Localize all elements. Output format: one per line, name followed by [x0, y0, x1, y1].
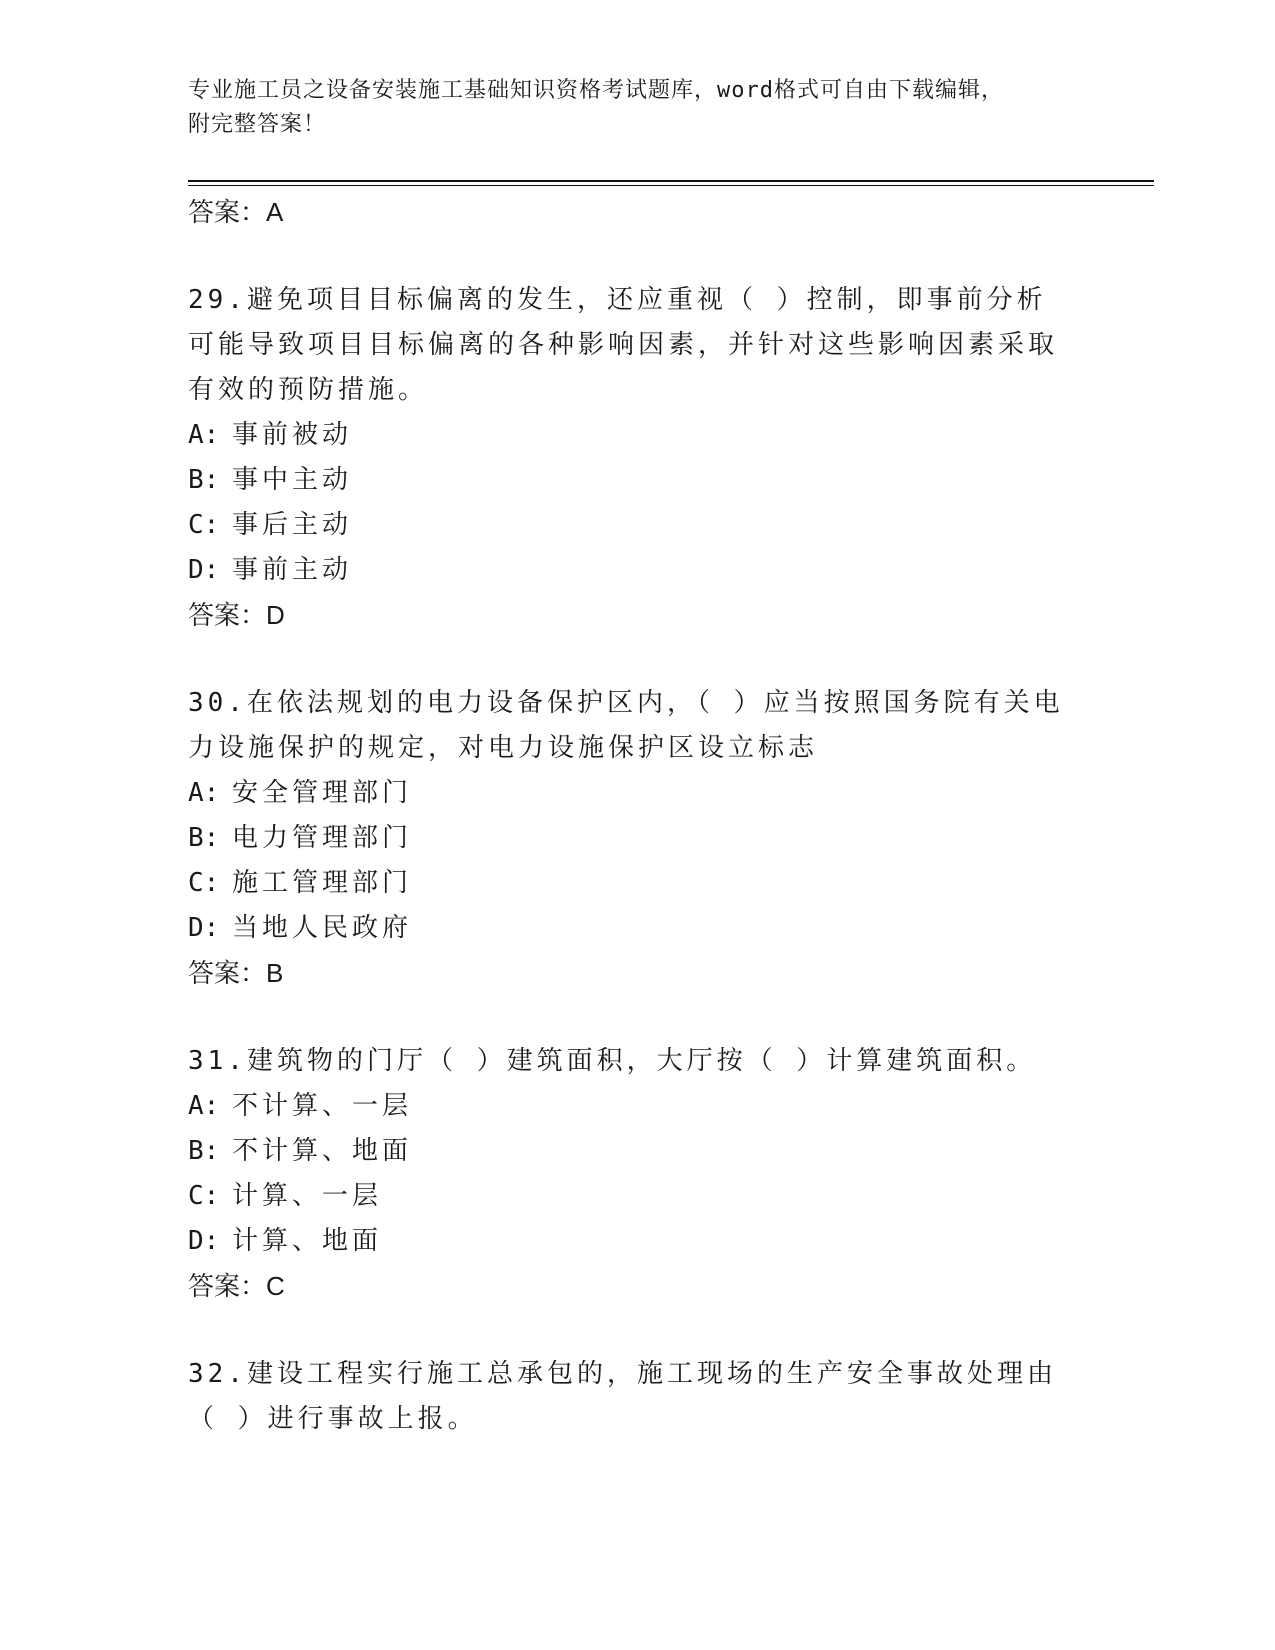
option-letter: B: [188, 823, 220, 853]
answer-line: 答案：A [188, 197, 284, 227]
option-text: 事前被动 [232, 420, 353, 450]
option-b [188, 458, 1068, 503]
question-31 [188, 1039, 1068, 1308]
question-list [188, 190, 1068, 1442]
option-text: 电力管理部门 [232, 823, 413, 853]
question-29 [188, 278, 1068, 637]
option-text: 当地人民政府 [232, 913, 413, 943]
option-letter: A: [188, 1091, 220, 1121]
question-stem: 29.避免项目目标偏离的发生，还应重视（ ）控制，即事前分析可能导致项目目标偏离的各种影响因素，并针对这些影响因素采取有效的预防措施。 [188, 285, 1059, 405]
option-text: 不计算、地面 [232, 1136, 413, 1166]
option-letter: A: [188, 778, 220, 808]
document-header [188, 74, 1088, 142]
option-text: 事中主动 [232, 465, 353, 495]
option-text: 计算、一层 [232, 1181, 383, 1211]
option-letter: B: [188, 1136, 220, 1166]
option-a [188, 413, 1068, 458]
header-line-1: 专业施工员之设备安装施工基础知识资格考试题库，word格式可自由下载编辑， [188, 78, 1004, 103]
option-d [188, 548, 1068, 593]
question-stem: 32.建设工程实行施工总承包的，施工现场的生产安全事故处理由（ ）进行事故上报。 [188, 1359, 1057, 1434]
option-text: 不计算、一层 [232, 1091, 413, 1121]
question-30 [188, 681, 1068, 995]
option-text: 事后主动 [232, 510, 353, 540]
header-line-2: 附完整答案！ [188, 112, 327, 137]
option-letter: B: [188, 465, 220, 495]
option-letter: D: [188, 555, 220, 585]
question-stem: 30.在依法规划的电力设备保护区内，（ ）应当按照国务院有关电力设施保护的规定，对电力设施保护区设立标志 [188, 688, 1064, 763]
option-letter: C: [188, 868, 220, 898]
answer-line: 答案：D [188, 600, 285, 630]
answer-line: 答案：B [188, 958, 284, 988]
option-letter: D: [188, 1226, 220, 1256]
option-letter: C: [188, 510, 220, 540]
option-b [188, 1129, 1068, 1174]
header-divider-thick [188, 180, 1154, 182]
option-b [188, 816, 1068, 861]
option-text: 施工管理部门 [232, 868, 413, 898]
option-letter: A: [188, 420, 220, 450]
header-divider-thin [188, 185, 1154, 186]
answer-line: 答案：C [188, 1271, 285, 1301]
option-d [188, 906, 1068, 951]
option-letter: C: [188, 1181, 220, 1211]
option-a [188, 771, 1068, 816]
question-stem: 31.建筑物的门厅（ ）建筑面积，大厅按（ ）计算建筑面积。 [188, 1046, 1037, 1076]
option-a [188, 1084, 1068, 1129]
option-text: 安全管理部门 [232, 778, 413, 808]
option-c [188, 503, 1068, 548]
option-letter: D: [188, 913, 220, 943]
option-c [188, 1174, 1068, 1219]
option-d [188, 1219, 1068, 1264]
question-32 [188, 1352, 1068, 1442]
option-text: 事前主动 [232, 555, 353, 585]
option-text: 计算、地面 [232, 1226, 383, 1256]
option-c [188, 861, 1068, 906]
